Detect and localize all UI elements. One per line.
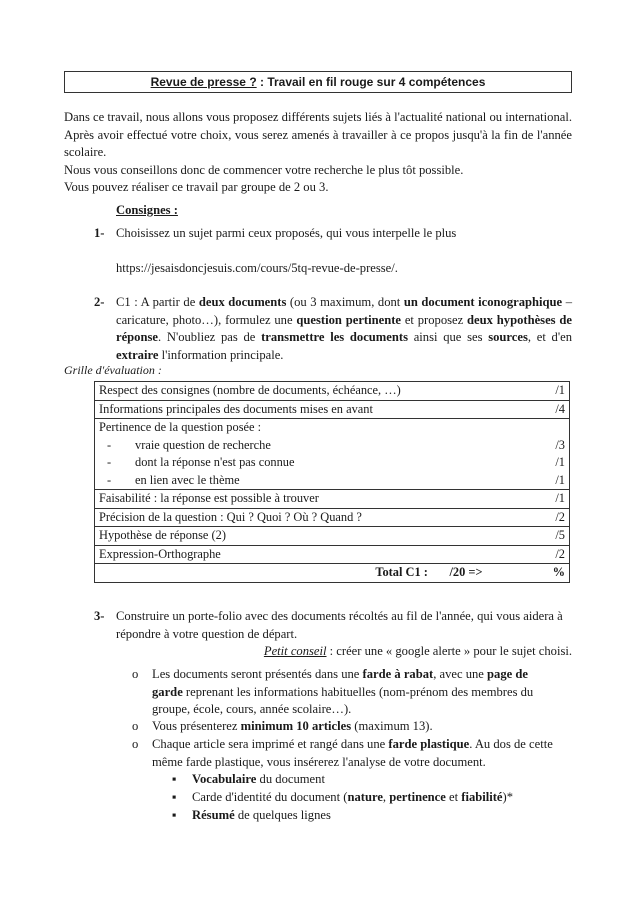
total-percent: %: [501, 564, 570, 583]
grid-criterion: [95, 419, 502, 490]
bullet-bold: nature: [347, 790, 383, 804]
bullet-square-1: [192, 771, 572, 789]
grid-score: /2: [501, 545, 570, 564]
item-2-part: et proposez: [400, 312, 468, 327]
pertinence-sub-label: dont la réponse n'est pas connue: [135, 455, 295, 469]
item-2-part: , et d'en: [527, 330, 572, 344]
item-2-number: 2-: [94, 295, 105, 309]
pertinence-sub-label: en lien avec le thème: [135, 472, 240, 487]
total-label: Total C1 :: [375, 565, 428, 579]
bullet-bold: page de garde: [152, 667, 528, 699]
item-2-part: (ou 3 maximum, dont: [286, 295, 404, 309]
item-2-text: [116, 294, 572, 364]
grid-score: [501, 419, 570, 490]
grid-score: /2: [501, 508, 570, 527]
bullet-bold: farde à rabat: [362, 667, 434, 681]
pertinence-sub-score: /3: [555, 437, 565, 452]
item-3-text: Construire un porte-folio avec des documents récoltés au fil de l'année, qui vous aidera à répondre à votre question de départ.: [116, 609, 563, 641]
grid-criterion: Hypothèse de réponse (2): [95, 527, 502, 546]
bullet-o-marker: o: [132, 719, 139, 733]
grid-criterion: Faisabilité : la réponse est possible à trouver: [95, 490, 502, 509]
grid-row: [95, 400, 570, 419]
bullet-part: . Au dos de cette même farde plastique, vous insérerez l'analyse de votre document.: [152, 737, 553, 769]
item-2-part: l'information principale.: [158, 347, 284, 362]
bullet-part: (maximum 13).: [351, 719, 433, 733]
pertinence-sub-score: /1: [555, 472, 565, 487]
bullet-part: )*: [502, 790, 514, 804]
bullet-o-marker: o: [132, 737, 139, 751]
conseil-label: Petit conseil: [263, 644, 327, 658]
intro-paragraph-2: Nous vous conseillons donc de commencer votre recherche le plus tôt possible.: [64, 162, 464, 177]
grid-row: [95, 490, 570, 509]
bullet-o-1: [152, 666, 552, 719]
grid-criterion: Respect des consignes (nombre de documents, échéance, …): [95, 382, 502, 401]
bullet-square-3: [192, 807, 572, 825]
grid-total-cell: [95, 564, 502, 583]
dash-marker: -: [107, 437, 112, 452]
item-2-bold: transmettre les documents: [261, 330, 408, 344]
grid-score: /5: [501, 527, 570, 546]
bullet-square-marker: ▪: [172, 772, 177, 786]
pertinence-sub: [99, 472, 497, 490]
grid-criterion: Informations principales des documents mises en avant: [95, 400, 502, 419]
bullet-bold: minimum 10 articles: [240, 719, 352, 733]
grid-criterion: Précision de la question : Qui ? Quoi ? Où ? Quand ?: [95, 508, 502, 527]
bullet-part: de quelques lignes: [234, 808, 331, 822]
bullet-part: ,: [382, 790, 390, 804]
item-2-part: . N'oubliez pas de: [157, 330, 262, 344]
title-underlined: Revue de presse ?: [150, 75, 257, 89]
pertinence-label: Pertinence de la question posée :: [99, 420, 262, 434]
intro-paragraph-1: Dans ce travail, nous allons vous proposez différents sujets liés à l'actualité national ou international. Après avoir effectué votre choix, vous serez amenés à travailler à ce propos jusqu'à la fin de l'année scolaire.: [64, 110, 572, 159]
total-value: /20 =>: [449, 565, 483, 579]
bullet-part: Les documents seront présentés dans une: [152, 667, 363, 681]
grid-row: [95, 508, 570, 527]
grid-row: [95, 382, 570, 401]
bullet-bold: Résumé: [192, 808, 235, 822]
conseil-text: : créer une « google alerte » pour le sujet choisi.: [326, 644, 572, 658]
dash-marker: -: [107, 455, 112, 469]
grid-total-row: [95, 564, 570, 583]
bullet-bold: farde plastique: [388, 737, 470, 751]
grid-criterion: Expression-Orthographe: [95, 545, 502, 564]
bullet-bold: Vocabulaire: [192, 772, 257, 786]
item-2-bold: sources: [488, 330, 528, 344]
consignes-heading: Consignes :: [116, 203, 178, 217]
item-2-part: – caricature, photo…), formulez une: [116, 295, 572, 327]
grille-heading: Grille d'évaluation :: [64, 363, 162, 377]
bullet-part: reprenant les informations habituelles (nom-prénom des membres du groupe, école, cours, année scolaire…).: [152, 684, 534, 716]
bullet-bold: fiabilité: [461, 790, 503, 804]
intro-paragraph-3: Vous pouvez réaliser ce travail par groupe de 2 ou 3.: [64, 180, 329, 194]
evaluation-grid: [94, 381, 570, 583]
item-2-part: ainsi que ses: [408, 330, 489, 344]
item-2-bold: extraire: [116, 347, 159, 362]
bullet-o-marker: o: [132, 667, 139, 681]
bullet-square-2: [192, 789, 572, 807]
grid-score: /1: [501, 490, 570, 509]
document-title: [64, 71, 572, 93]
bullet-square-marker: ▪: [172, 808, 177, 822]
pertinence-sub-label: vraie question de recherche: [135, 437, 271, 452]
dash-marker: -: [107, 472, 112, 487]
bullet-part: du document: [256, 772, 325, 786]
bullet-part: et: [445, 790, 462, 804]
bullet-o-3: [152, 736, 562, 771]
item-3-number: 3-: [94, 609, 105, 623]
bullet-bold: pertinence: [389, 790, 446, 804]
item-2-part: C1 : A partir de: [116, 295, 199, 309]
item-1-text: Choisissez un sujet parmi ceux proposés, qui vous interpelle le plus: [116, 226, 457, 240]
grid-row-pertinence: [95, 419, 570, 490]
pertinence-sub: [99, 437, 497, 455]
bullet-part: Vous présenterez: [152, 719, 241, 733]
intro-block: [64, 109, 572, 197]
item-2-bold: question pertinente: [296, 312, 401, 327]
bullet-o-2: [152, 718, 552, 736]
item-2-bold: un document iconographique: [403, 295, 563, 309]
item-1-number: 1-: [94, 226, 105, 240]
grid-score: /1: [501, 382, 570, 401]
pertinence-sub: [99, 454, 497, 472]
title-rest: : Travail en fil rouge sur 4 compétences: [256, 75, 486, 89]
grid-row: [95, 545, 570, 564]
bullet-part: Carde d'identité du document (: [192, 790, 348, 804]
bullet-part: , avec une: [433, 667, 488, 681]
item-2-bold: deux documents: [198, 295, 287, 309]
pertinence-sub-score: /1: [555, 455, 565, 469]
grid-score: /4: [501, 400, 570, 419]
grid-row: [95, 527, 570, 546]
bullet-square-marker: ▪: [172, 790, 177, 804]
bullet-part: Chaque article sera imprimé et rangé dans une: [152, 737, 389, 751]
item-1-url: https://jesaisdoncjesuis.com/cours/5tq-revue-de-presse/.: [116, 261, 398, 275]
item-2-bold: deux hypothèses de réponse: [116, 312, 572, 344]
petit-conseil: [256, 643, 572, 661]
